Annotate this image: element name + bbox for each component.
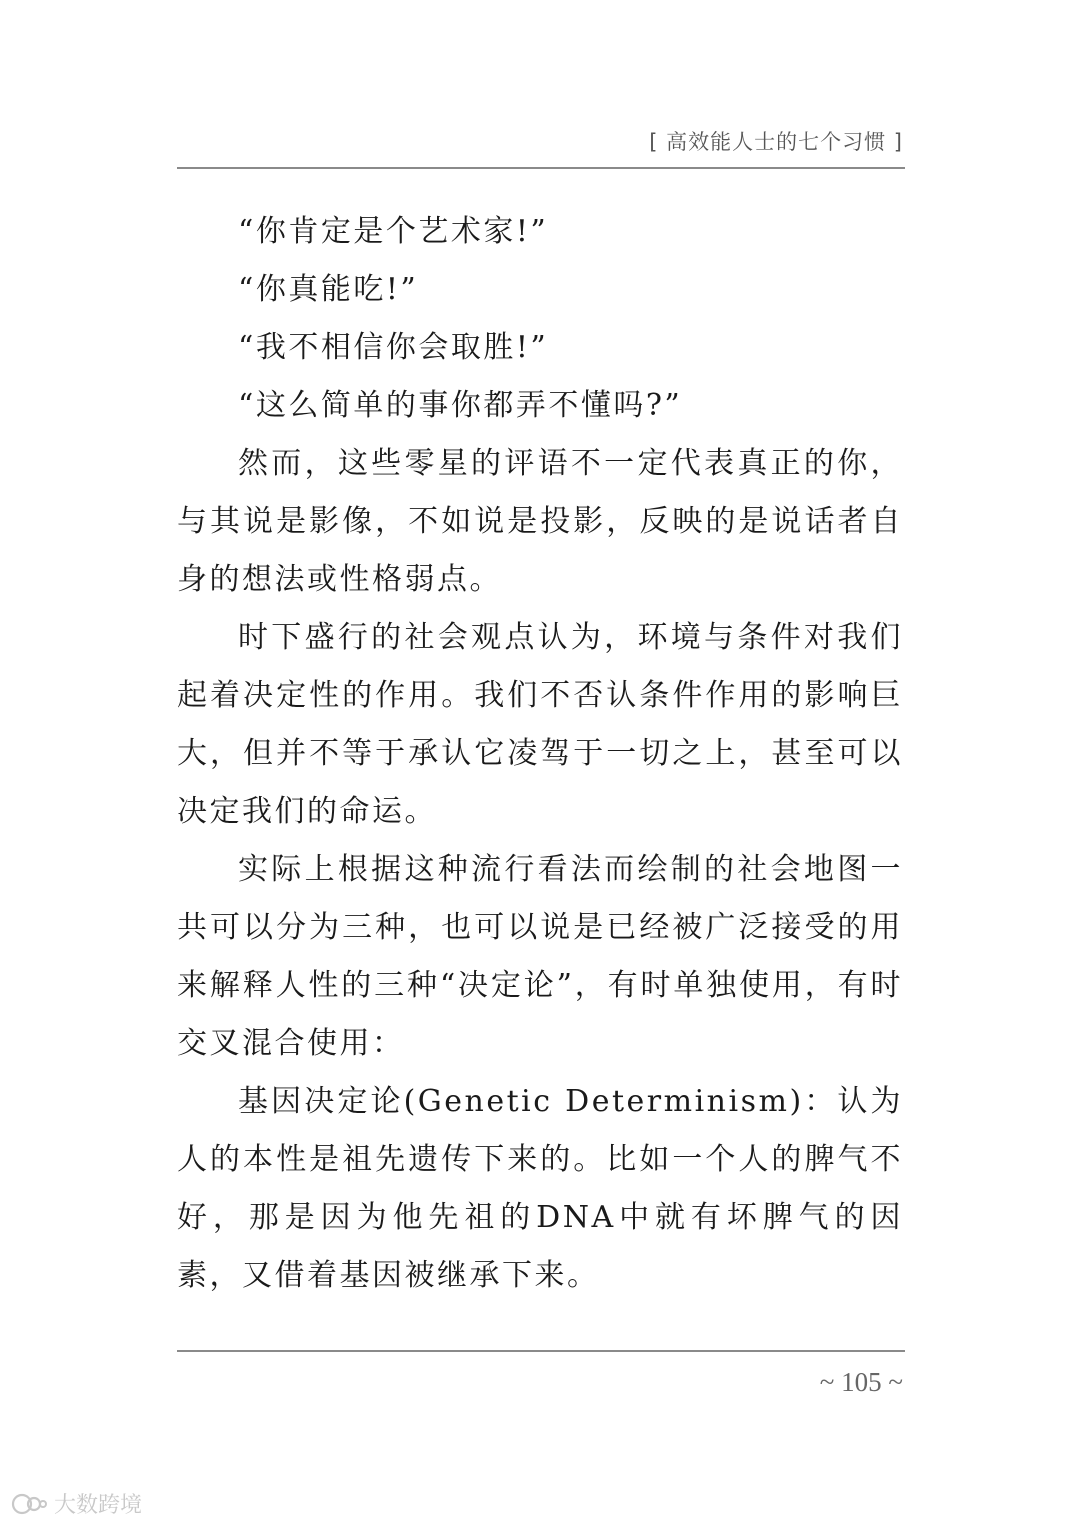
paragraph: “我不相信你会取胜!” (238, 330, 549, 365)
paragraph: 时下盛行的社会观点认为，环境与条件对我们起着决定性的作用。我们不否认条件作用的影响巨大，但并不等于承认它凌驾于一切之上，甚至可以决定我们的命运。 (177, 620, 903, 829)
paragraph: “你肯定是个艺术家!” (238, 214, 549, 249)
page-number: ~ 105 ~ (819, 1367, 903, 1397)
paragraph: 实际上根据这种流行看法而绘制的社会地图一共可以分为三种，也可以说是已经被广泛接受的用来解释人性的三种“决定论”，有时单独使用，有时交叉混合使用： (177, 852, 903, 1061)
header-rule (177, 167, 905, 169)
watermark-text: 大数跨境 (54, 1493, 143, 1518)
footer-rule (177, 1350, 905, 1352)
page-body (177, 203, 903, 1305)
paragraph: 基因决定论(Genetic Determinism)：认为人的本性是祖先遗传下来的。比如一个人的脾气不好，那是因为他先祖的DNA中就有坏脾气的因素，又借着基因被继承下来。 (177, 1084, 903, 1293)
paragraph: “这么简单的事你都弄不懂吗?” (238, 388, 683, 423)
watermark (10, 1488, 142, 1519)
paragraph: “你真能吃!” (238, 272, 419, 307)
running-header: [ 高效能人士的七个习惯 ] (649, 130, 903, 154)
paragraph: 然而，这些零星的评语不一定代表真正的你，与其说是影像，不如说是投影，反映的是说话者自身的想法或性格弱点。 (177, 446, 903, 597)
watermark-logo-icon (10, 1492, 48, 1516)
